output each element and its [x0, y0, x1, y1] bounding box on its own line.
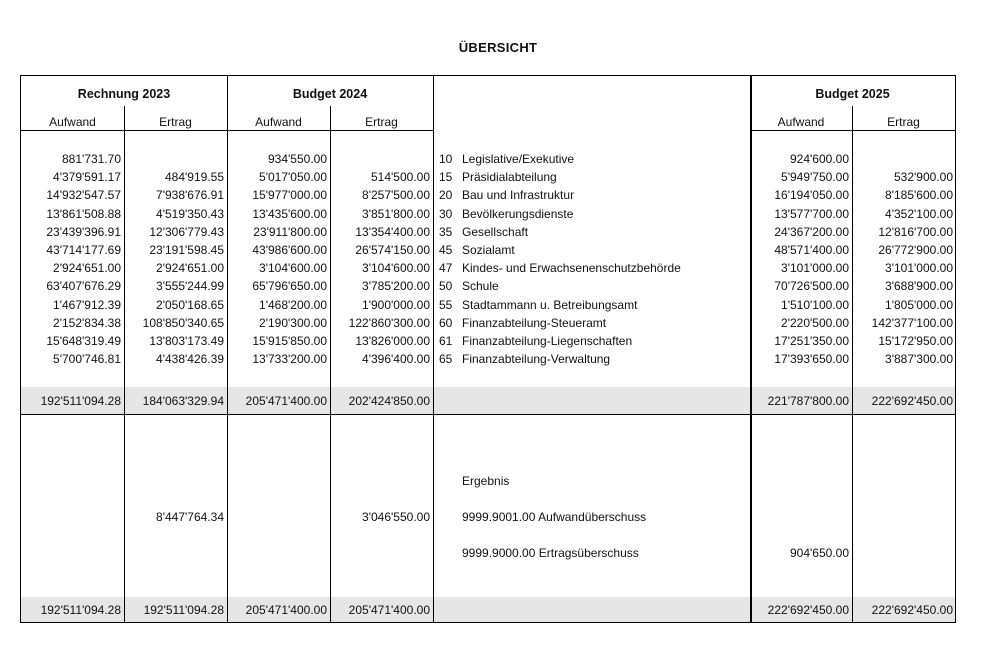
department-name: Bau und Infrastruktur	[462, 188, 575, 202]
amount-cell: 3'785'200.00	[362, 279, 430, 293]
amount-cell: 26'574'150.00	[355, 243, 430, 257]
amount-cell: 1'805'000.00	[885, 298, 953, 312]
header-rule	[750, 130, 955, 131]
amount-cell: 8'185'600.00	[885, 188, 953, 202]
amount-cell: 15'172'950.00	[878, 334, 953, 348]
amount-cell: 26'772'900.00	[878, 243, 953, 257]
amount-cell: 43'714'177.69	[46, 243, 121, 257]
ergebnis-value: 904'650.00	[789, 546, 849, 560]
amount-cell: 2'924'651.00	[156, 261, 224, 275]
amount-cell: 484'919.55	[164, 170, 224, 184]
subtotal-rule	[21, 414, 955, 415]
amount-cell: 108'850'340.65	[142, 316, 224, 330]
amount-cell: 934'550.00	[267, 152, 327, 166]
amount-cell: 5'949'750.00	[781, 170, 849, 184]
amount-cell: 2'924'651.00	[53, 261, 121, 275]
ergebnis-value: 3'046'550.00	[362, 510, 430, 524]
aufwandueberschuss-label: 9999.9001.00 Aufwandüberschuss	[462, 510, 647, 524]
total-cell: 205'471'400.00	[348, 603, 430, 617]
amount-cell: 23'191'598.45	[149, 243, 224, 257]
department-name: Kindes- und Erwachsenenschutzbehörde	[462, 261, 681, 275]
ergebnis-value: 8'447'764.34	[156, 510, 224, 524]
amount-cell: 13'733'200.00	[252, 352, 327, 366]
department-name: Stadtammann u. Betreibungsamt	[462, 298, 638, 312]
department-name: Gesellschaft	[462, 225, 529, 239]
subtotal-cell: 202'424'850.00	[348, 394, 430, 408]
amount-cell: 17'393'650.00	[774, 352, 849, 366]
amount-cell: 1'900'000.00	[362, 298, 430, 312]
amount-cell: 532'900.00	[893, 170, 953, 184]
amount-cell: 1'510'100.00	[781, 298, 849, 312]
amount-cell: 15'977'000.00	[252, 188, 327, 202]
department-code: 60	[439, 316, 453, 330]
amount-cell: 881'731.70	[61, 152, 121, 166]
amount-cell: 13'354'400.00	[355, 225, 430, 239]
amount-cell: 13'435'600.00	[252, 207, 327, 221]
ertragsueberschuss-label: 9999.9000.00 Ertragsüberschuss	[462, 546, 639, 560]
amount-cell: 13'861'508.88	[46, 207, 121, 221]
header-budget-2025: Budget 2025	[815, 87, 890, 101]
amount-cell: 15'648'319.49	[46, 334, 121, 348]
amount-cell: 8'257'500.00	[362, 188, 430, 202]
amount-cell: 4'519'350.43	[156, 207, 224, 221]
amount-cell: 13'803'173.49	[149, 334, 224, 348]
subheader-aufwand: Aufwand	[255, 115, 302, 129]
amount-cell: 23'911'800.00	[253, 225, 327, 239]
department-code: 30	[439, 207, 453, 221]
subheader-aufwand: Aufwand	[777, 115, 825, 129]
amount-cell: 2'190'300.00	[259, 316, 327, 330]
total-cell: 222'692'450.00	[767, 603, 849, 617]
subtotal-cell: 221'787'800.00	[767, 394, 849, 408]
amount-cell: 3'104'600.00	[259, 261, 327, 275]
amount-cell: 3'101'000.00	[781, 261, 849, 275]
subtotal-cell: 222'692'450.00	[871, 394, 953, 408]
amount-cell: 63'407'676.29	[46, 279, 121, 293]
department-code: 45	[439, 243, 453, 257]
department-name: Schule	[462, 279, 499, 293]
department-code: 15	[439, 170, 453, 184]
amount-cell: 43'986'600.00	[252, 243, 327, 257]
amount-cell: 2'152'834.38	[53, 316, 121, 330]
department-code: 50	[439, 279, 453, 293]
amount-cell: 3'851'800.00	[362, 207, 430, 221]
department-code: 65	[439, 352, 453, 366]
amount-cell: 13'577'700.00	[774, 207, 849, 221]
overview-table	[20, 75, 956, 623]
amount-cell: 24'367'200.00	[774, 225, 849, 239]
amount-cell: 3'887'300.00	[885, 352, 953, 366]
amount-cell: 2'220'500.00	[781, 316, 849, 330]
amount-cell: 13'826'000.00	[355, 334, 430, 348]
amount-cell: 3'104'600.00	[362, 261, 430, 275]
total-cell: 222'692'450.00	[871, 603, 953, 617]
department-name: Finanzabteilung-Liegenschaften	[462, 334, 633, 348]
amount-cell: 5'700'746.81	[53, 352, 121, 366]
divider	[433, 76, 434, 622]
subheader-ertrag: Ertrag	[365, 115, 398, 129]
amount-cell: 3'688'900.00	[885, 279, 953, 293]
subtotal-cell: 184'063'329.94	[142, 394, 224, 408]
total-cell: 192'511'094.28	[143, 603, 224, 617]
amount-cell: 70'726'500.00	[774, 279, 849, 293]
header-budget-2024: Budget 2024	[292, 87, 368, 101]
amount-cell: 1'467'912.39	[53, 298, 121, 312]
department-name: Bevölkerungsdienste	[462, 207, 574, 221]
amount-cell: 7'938'676.91	[156, 188, 224, 202]
subheader-aufwand: Aufwand	[49, 115, 96, 129]
amount-cell: 14'932'547.57	[46, 188, 121, 202]
subtotal-cell: 192'511'094.28	[40, 394, 121, 408]
amount-cell: 4'379'591.17	[53, 170, 121, 184]
department-name: Präsidialabteilung	[462, 170, 557, 184]
total-cell: 205'471'400.00	[245, 603, 327, 617]
amount-cell: 17'251'350.00	[774, 334, 849, 348]
amount-cell: 3'555'244.99	[156, 279, 224, 293]
amount-cell: 1'468'200.00	[259, 298, 327, 312]
amount-cell: 2'050'168.65	[156, 298, 224, 312]
amount-cell: 4'396'400.00	[362, 352, 430, 366]
amount-cell: 23'439'396.91	[46, 225, 121, 239]
department-name: Finanzabteilung-Steueramt	[462, 316, 607, 330]
department-code: 20	[439, 188, 453, 202]
amount-cell: 142'377'100.00	[871, 316, 953, 330]
department-name: Sozialamt	[462, 243, 515, 257]
department-name: Legislative/Exekutive	[462, 152, 575, 166]
amount-cell: 12'306'779.43	[149, 225, 224, 239]
amount-cell: 15'915'850.00	[252, 334, 327, 348]
amount-cell: 5'017'050.00	[259, 170, 327, 184]
amount-cell: 4'438'426.39	[156, 352, 224, 366]
department-code: 47	[439, 261, 453, 275]
amount-cell: 65'796'650.00	[252, 279, 327, 293]
amount-cell: 122'860'300.00	[348, 316, 430, 330]
department-code: 35	[439, 225, 453, 239]
ergebnis-label: Ergebnis	[462, 474, 510, 488]
amount-cell: 12'816'700.00	[878, 225, 953, 239]
header-rule	[21, 130, 433, 131]
department-code: 10	[439, 152, 453, 166]
amount-cell: 4'352'100.00	[885, 207, 953, 221]
subheader-ertrag: Ertrag	[159, 115, 192, 129]
department-code: 61	[439, 334, 453, 348]
total-cell: 192'511'094.28	[40, 603, 121, 617]
amount-cell: 514'500.00	[370, 170, 430, 184]
amount-cell: 16'194'050.00	[774, 188, 849, 202]
amount-cell: 3'101'000.00	[885, 261, 953, 275]
amount-cell: 924'600.00	[789, 152, 849, 166]
department-name: Finanzabteilung-Verwaltung	[462, 352, 611, 366]
subheader-ertrag: Ertrag	[887, 115, 920, 129]
header-rechnung-2023: Rechnung 2023	[77, 87, 171, 101]
department-code: 55	[439, 298, 453, 312]
subtotal-cell: 205'471'400.00	[245, 394, 327, 408]
amount-cell: 48'571'400.00	[774, 243, 849, 257]
page-title: ÜBERSICHT	[458, 40, 538, 55]
